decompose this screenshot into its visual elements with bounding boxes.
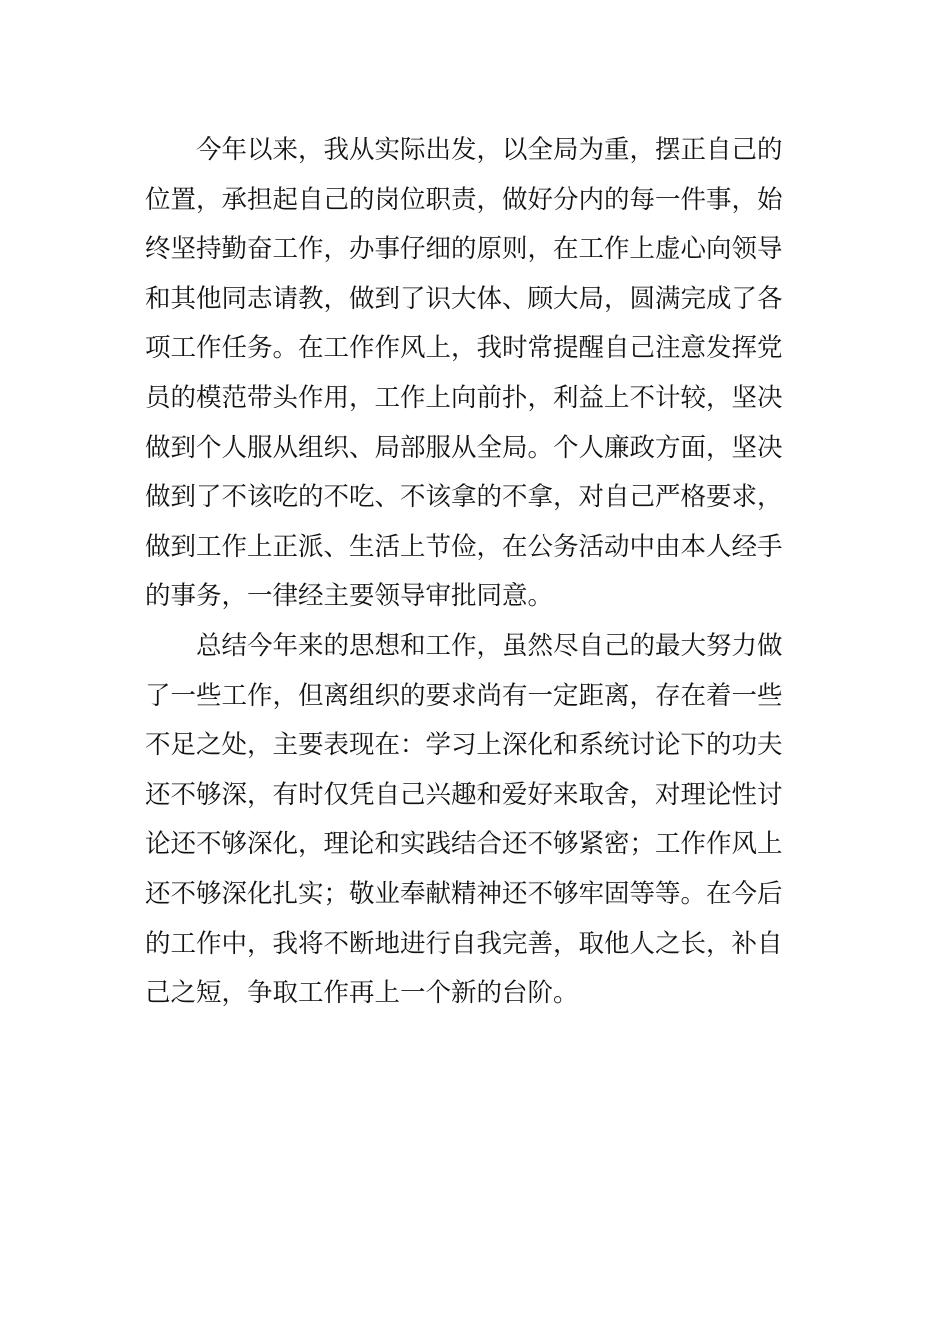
document-body <box>145 126 785 1019</box>
text-line: 位置，承担起自己的岗位职责，做好分内的每一件事，始 <box>145 184 783 215</box>
text-line: 了一些工作，但离组织的要求尚有一定距离，存在着一些 <box>145 680 783 711</box>
text-line: 的事务，一律经主要领导审批同意。 <box>145 581 554 612</box>
text-line: 今年以来，我从实际出发，以全局为重，摆正自己的 <box>196 135 783 165</box>
text-line: 做到工作上正派、生活上节俭，在公务活动中由本人经手 <box>145 531 783 562</box>
text-line: 做到个人服从组织、局部服从全局。个人廉政方面，坚决 <box>145 432 783 463</box>
text-line: 己之短，争取工作再上一个新的台阶。 <box>145 978 579 1009</box>
text-line: 终坚持勤奋工作，办事仔细的原则，在工作上虚心向领导 <box>145 234 783 265</box>
text-line: 项工作任务。在工作作风上，我时常提醒自己注意发挥党 <box>145 333 783 364</box>
text-line: 和其他同志请教，做到了识大体、顾大局，圆满完成了各 <box>145 283 783 314</box>
paragraph-1 <box>145 126 785 622</box>
text-line: 做到了不该吃的不吃、不该拿的不拿，对自己严格要求， <box>145 482 783 513</box>
text-line: 论还不够深化，理论和实践结合还不够紧密；工作作风上 <box>145 829 783 860</box>
text-line: 总结今年来的思想和工作，虽然尽自己的最大努力做 <box>196 630 783 661</box>
text-line: 还不够深化扎实；敬业奉献精神还不够牢固等等。在今后 <box>145 878 783 909</box>
text-line: 员的模范带头作用，工作上向前扑，利益上不计较，坚决 <box>145 382 783 413</box>
text-line: 还不够深，有时仅凭自己兴趣和爱好来取舍，对理论性讨 <box>145 779 783 810</box>
text-line: 不足之处，主要表现在：学习上深化和系统讨论下的功夫 <box>145 730 783 761</box>
paragraph-2 <box>145 622 785 1019</box>
text-line: 的工作中，我将不断地进行自我完善，取他人之长，补自 <box>145 928 783 959</box>
